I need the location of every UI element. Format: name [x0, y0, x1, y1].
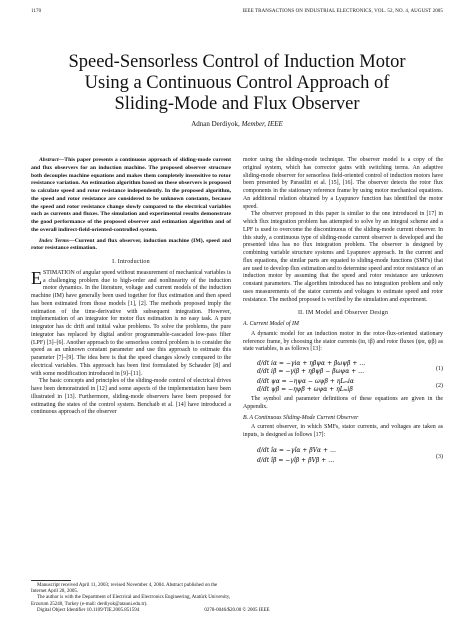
left-column: [31, 157, 231, 417]
equation-number-2: (2): [436, 383, 443, 389]
paragraph-appendix: The symbol and parameter definitions of these equations are given in the Appendix.: [243, 396, 443, 410]
author-line: [0, 120, 474, 128]
author-name: Adnan Derdiyok,: [191, 120, 240, 128]
title-line: Sliding-Mode and Flux Observer: [114, 94, 360, 114]
equation-graphic-3: [243, 443, 443, 469]
equation-block-3: [243, 443, 443, 469]
copyright-line: 0278-0046/$20.00 © 2005 IEEE: [204, 608, 270, 613]
subsection-heading-a: A. Current Model of IM: [243, 321, 299, 327]
footnote-line: Digital Object Identifier 10.1109/TIE.2005.851594: [37, 607, 140, 613]
page-number: 1170: [31, 9, 42, 14]
footnote-rule: [31, 580, 71, 581]
abstract-label: Abstract—: [39, 157, 65, 163]
running-header: [31, 9, 443, 19]
eq3-line1: d/dt îα = −γîα + βVα + …: [257, 446, 336, 454]
eq1-line1: d/dt iα = −γiα + ηβψα + βωψβ + …: [257, 360, 366, 367]
dropcap: E: [31, 267, 42, 288]
intro-paragraph: [31, 267, 231, 379]
paragraph: The observer proposed in this paper is similar to the one introduced in [17] in which flux integration problem has attempted to solve by an integral scheme and a LPF is used to overcome the discontinuous of the sliding-mode current observer. In this study, a continuous type of sliding-mode current observer is developed and the presented idea has no flux integration problem. The observer is designed by combining variable structure systems and Lyapunov approach. In the current and flux equations, the similar parts are equated to sliding-mode functions (SMFs) that are used to develop flux estimation and to determine speed and rotor resistance of an induction motor by assuming that the speed and rotor resistance are unknown constant parameters. The algorithm introduced has no integration problem and only uses measurements of the stator currents and voltages to estimate speed and rotor resistance. The method proposed is verified by the simulation and experiment.: [243, 211, 443, 303]
equation-number-3: (3): [436, 453, 443, 460]
title-line: Using a Continuous Control Approach of: [84, 73, 390, 93]
eq2-line2: d/dt ψβ = −ηψβ + ωψα + ηLₘiβ: [257, 386, 353, 393]
section-heading-2: II. IM Model and Observer Design: [297, 310, 389, 317]
subsection-heading-b: B. A Continuous Sliding-Mode Current Observer: [243, 414, 359, 421]
journal-name: IEEE TRANSACTIONS ON INDUSTRIAL ELECTRONICS, VOL. 52, NO. 4, AUGUST 2005: [242, 9, 443, 14]
footnote-line: The author is with the Department of Electrical and Electronics Engineering, Atatürk University, Erzurum 25240, Turkey (e-mail: derdiyok@atauni.edu.tr).: [31, 595, 231, 607]
title-line: Speed-Sensorless Control of Induction Motor: [68, 52, 406, 72]
eq1-line2: d/dt iβ = −γiβ + ηβψβ − βωψα + …: [257, 368, 365, 375]
footnote-line: Manuscript received April 11, 2003; revised November 4, 2004. Abstract published on the Internet April 28, 2005.: [31, 583, 218, 595]
paragraph-model: A dynamic model for an induction motor in the rotor-flux-oriented stationary reference frame, by choosing the stator currents (iα, iβ) and rotor fluxes (ψα, ψβ) as state variables, is as follows [13]:: [243, 330, 443, 353]
abstract-text: This paper presents a continuous approach of sliding-mode current and flux observers for an induction machine. The proposed observer structure both decouples machine equations and makes them completely insensitive to rotor resistance variation. An estimation algorithm based on these observers is proposed to calculate speed and rotor resistance independently. In the proposed algorithm, the speed and rotor resistance are considered to be unknown constants, because the speed and rotor resistance change slowly compared to the electrical variables such as currents and fluxes. The simulation and experimental results demonstrate the good performance of the proposed observer and estimation algorithm and of the overall indirect-field-oriented-controlled system.: [31, 157, 231, 233]
intro-paragraph-2: The basic concepts and principles of the sliding-mode control of electrical drives have been demonstrated in [12] and some aspects of the implementation have been illustrated in [13]. Furthermore, sliding-mode observers have been proposed for estimating the states of the control system. Benchaib et al. [14] have introduced a continuous approach of the observer: [31, 378, 231, 416]
intro-text: STIMATION of angular speed without measurement of mechanical variables is a challenging problem due to high-order and nonlinearity of the induction motor dynamics. In the literature, voltage and current models of the induction machine (IM) have generally been used together for flux estimation and then speed has been estimated from those models [1], [2]. The methods proposed imply the estimation of the time-derivative with subsequent integration. However, implementation of an integrator for motor flux estimation is no easy task. A pure integrator has dc drift and initial value problems. To solve the problems, the pure integrator has replaced by digital and/or programmable-cascaded low-pass filter (LPF) [3]–[6]. Another approach to the sensorless control problem is to consider the speed as an unknown constant parameter and use this approach to estimate this parameter [7]–[9]. The idea here is that the speed changes slowly compared to the electrical variables. This approach has been first formulated by Schauder [8] and with some modification introduced in [9]–[11].: [31, 269, 231, 377]
index-terms-label: Index Terms—: [39, 237, 75, 244]
eq3-line2: d/dt îβ = −γîβ + βVβ + …: [257, 456, 335, 464]
equation-block-1-2: [243, 357, 443, 393]
continuation-paragraph: motor using the sliding-mode technique. The observer model is a copy of the original system, which has corrector gains with switching terms. An adaptive sliding-mode observer for sensorless field-oriented control of induction motors have been presented by Parasiliti et al. [15], [16]. The observer detects the rotor flux components in the stationary reference frame by using motor mechanical equations. An additional relation obtained by a Lyapunov function has identified the motor speed.: [243, 157, 443, 210]
paragraph-observer: A current observer, in which SMFs, stator currents, and voltages are taken as inputs, is designed as follows [17]:: [243, 424, 443, 438]
index-terms: [31, 238, 231, 254]
paper-title: [40, 52, 434, 115]
section-heading: I. Introduction: [112, 259, 150, 265]
equation-graphic: [243, 357, 443, 393]
index-terms-text: Current and flux observer, induction machine (IM), speed and rotor resistance estimation.: [31, 237, 231, 252]
author-role: Member, IEEE: [241, 120, 283, 128]
right-column: [243, 157, 443, 472]
equation-number-1: (1): [436, 366, 443, 372]
abstract: [31, 157, 231, 235]
eq2-line1: d/dt ψα = −ηψα − ωψβ + ηLₘiα: [257, 378, 354, 385]
